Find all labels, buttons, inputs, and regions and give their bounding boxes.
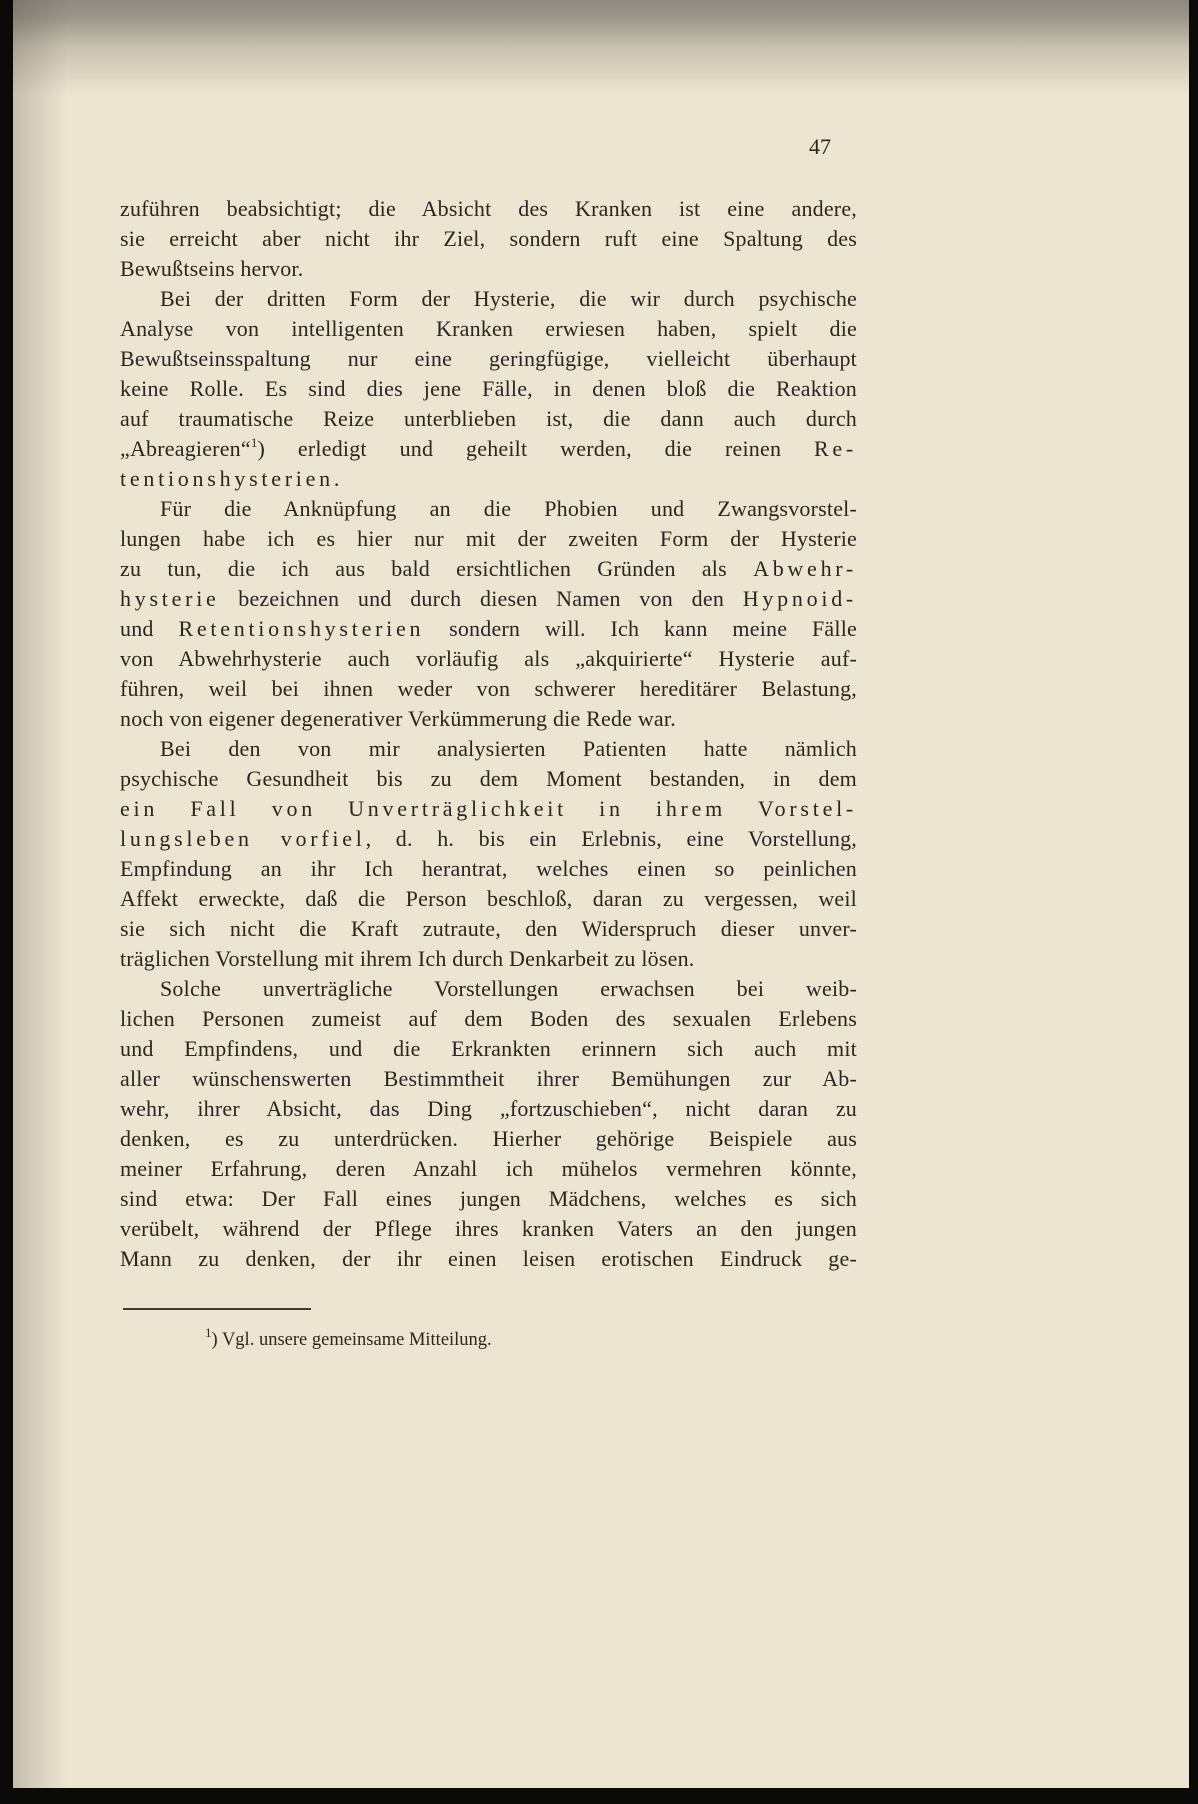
text-line: sie sich nicht die Kraft zutraute, den Widerspruch dieser unver- — [120, 916, 857, 941]
footnote-rule — [123, 1308, 311, 1310]
paragraph — [120, 974, 857, 1274]
scan-edge-right — [1189, 0, 1198, 1804]
text-line: hysterie bezeichnen und durch diesen Namen von den Hypnoid- — [120, 586, 857, 611]
page — [120, 0, 857, 1352]
text-line: Bei den von mir analysierten Patienten hatte nämlich — [160, 736, 857, 761]
text-line: noch von eigener degenerativer Verkümmerung die Rede war. — [120, 706, 676, 731]
spaced-emphasis: Abwehr- — [753, 556, 857, 581]
text-line: meiner Erfahrung, deren Anzahl ich mühelos vermehren könnte, — [120, 1156, 857, 1181]
scan-shadow-left — [13, 0, 68, 1804]
footnote — [120, 1324, 857, 1352]
spaced-emphasis: hysterie — [120, 586, 220, 611]
text-line: sie erreicht aber nicht ihr Ziel, sondern ruft eine Spaltung des — [120, 226, 857, 251]
text-line: lungsleben vorfiel, d. h. bis ein Erlebnis, eine Vorstellung, — [120, 826, 857, 851]
text-line: verübelt, während der Pflege ihres kranken Vaters an den jungen — [120, 1216, 857, 1241]
spaced-emphasis: tentionshysterien — [120, 466, 334, 491]
text-line: und Empfindens, und die Erkrankten erinnern sich auch mit — [120, 1036, 857, 1061]
text-line: Bewußtseins hervor. — [120, 256, 304, 281]
spaced-emphasis: Retentionshysterien — [178, 616, 425, 641]
paragraph — [120, 284, 857, 494]
page-number: 47 — [809, 134, 831, 159]
text-line: Für die Anknüpfung an die Phobien und Zwangsvorstel- — [160, 496, 857, 521]
text-line: und Retentionshysterien sondern will. Ich kann meine Fälle — [120, 616, 857, 641]
text-line: aller wünschenswerten Bestimmtheit ihrer Bemühungen zur Ab- — [120, 1066, 857, 1091]
text-line: zu tun, die ich aus bald ersichtlichen Gründen als Abwehr- — [120, 556, 857, 581]
text-line: Bewußtseinsspaltung nur eine geringfügige, vielleicht überhaupt — [120, 346, 857, 371]
text-line: sind etwa: Der Fall eines jungen Mädchens, welches es sich — [120, 1186, 857, 1211]
footnote-reference-marker: 1 — [250, 434, 258, 450]
scan-edge-bottom — [0, 1788, 1198, 1804]
text-line — [120, 794, 857, 824]
spaced-emphasis: Re- — [814, 436, 857, 461]
text-line: Bei der dritten Form der Hysterie, die wir durch psychische — [160, 286, 857, 311]
spaced-emphasis: Hypnoid- — [742, 586, 857, 611]
text-line: psychische Gesundheit bis zu dem Moment bestanden, in dem — [120, 766, 857, 791]
text-line: wehr, ihrer Absicht, das Ding „fortzuschieben“, nicht daran zu — [120, 1096, 857, 1121]
text-line: zuführen beabsichtigt; die Absicht des Kranken ist eine andere, — [120, 196, 857, 221]
text-line: von Abwehrhysterie auch vorläufig als „akquirierte“ Hysterie auf- — [120, 646, 857, 671]
text-line: träglichen Vorstellung mit ihrem Ich durch Denkarbeit zu lösen. — [120, 946, 695, 971]
footnote-reference-marker: 1 — [205, 1324, 212, 1340]
footnote-text: $^1$) Vgl. unsere gemeinsame Mitteilung. — [205, 1324, 492, 1350]
spaced-emphasis: lungsleben vorfiel — [120, 826, 366, 851]
spaced-emphasis: ein Fall von Unverträglichkeit in ihrem Vorstel- — [120, 796, 857, 821]
text-line: Empfindung an ihr Ich herantrat, welches einen so peinlichen — [120, 856, 857, 881]
text-line: Analyse von intelligenten Kranken erwiesen haben, spielt die — [120, 316, 857, 341]
paragraph — [120, 194, 857, 284]
paragraph — [120, 734, 857, 974]
text-line: Affekt erweckte, daß die Person beschloß, daran zu vergessen, weil — [120, 886, 857, 911]
text-line: keine Rolle. Es sind dies jene Fälle, in denen bloß die Reaktion — [120, 376, 857, 401]
text-line: lichen Personen zumeist auf dem Boden des sexualen Erlebens — [120, 1006, 857, 1031]
paragraph — [120, 494, 857, 734]
text-line: tentionshysterien. — [120, 466, 340, 491]
text-line: auf traumatische Reize unterblieben ist, die dann auch durch — [120, 406, 857, 431]
text-line: führen, weil bei ihnen weder von schwerer hereditärer Belastung, — [120, 676, 857, 701]
text-block — [120, 194, 857, 1274]
text-line: Solche unverträgliche Vorstellungen erwachsen bei weib- — [160, 976, 857, 1001]
text-line: Mann zu denken, der ihr einen leisen erotischen Eindruck ge- — [120, 1246, 857, 1271]
text-line: „Abreagieren“$^1$) erledigt und geheilt werden, die reinen Re- — [120, 434, 857, 461]
text-line: denken, es zu unterdrücken. Hierher gehörige Beispiele aus — [120, 1126, 857, 1151]
text-line: lungen habe ich es hier nur mit der zweiten Form der Hysterie — [120, 526, 857, 551]
scan-edge-left — [0, 0, 13, 1804]
